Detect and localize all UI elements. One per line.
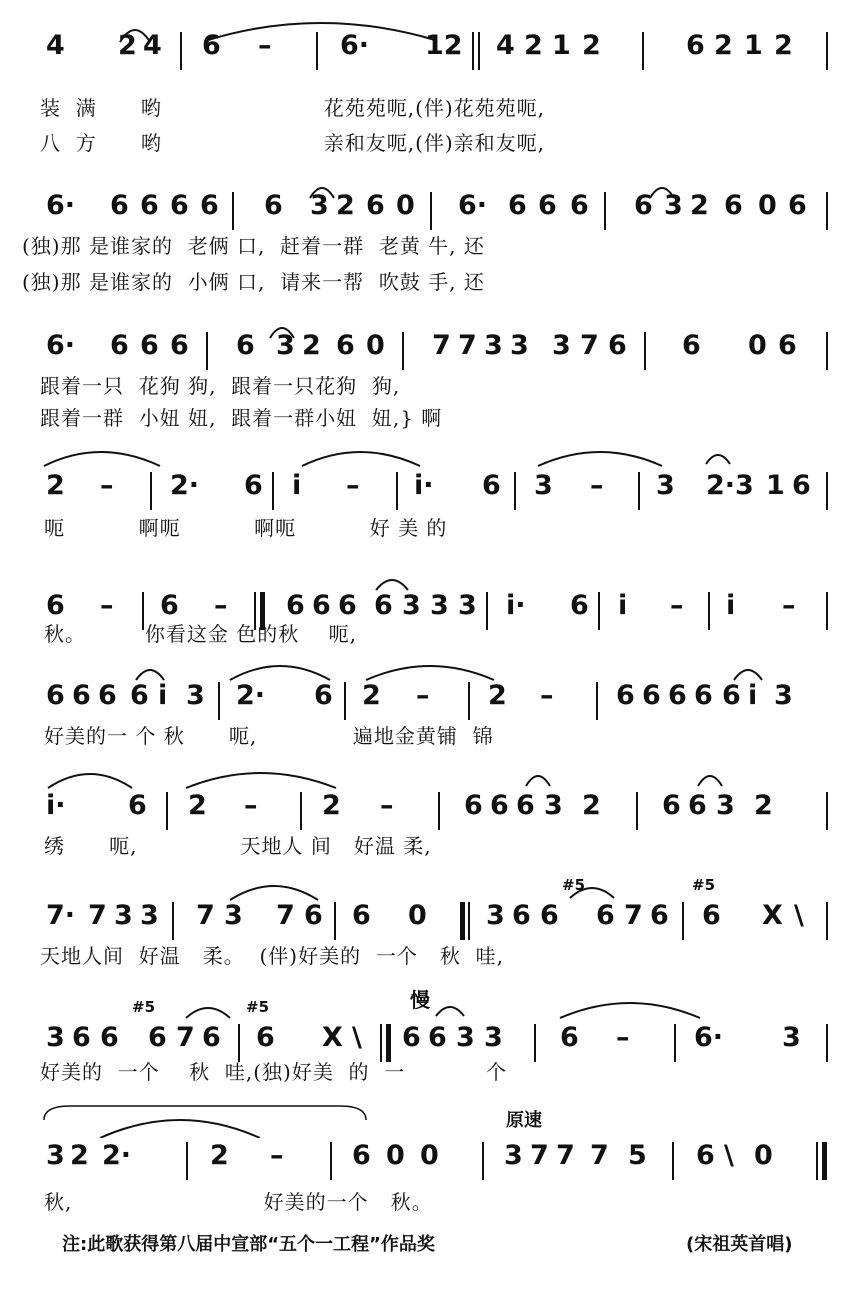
- lyric-line-1: 好美的一 个 秋 呃, 遍地金黄铺 锦: [44, 724, 494, 748]
- lyric-line-1: (独)那 是谁家的 老俩 口, 赶着一群 老黄 牛, 还: [22, 234, 485, 258]
- notation-line: 6 6 6 6 i 3 2· 6 2 – 2 – 6 6 6 6 6 i 3: [30, 676, 831, 720]
- grace-note-marker: #5: [692, 876, 716, 894]
- staff-system-10: [0, 1090, 851, 1220]
- lyric-line-1: 好美的 一个 秋 哇,(独)好美 的 一 个: [40, 1060, 508, 1084]
- staff-system-2: [0, 160, 851, 294]
- award-note: 注:此歌获得第八届中宣部“五个一工程”作品奖: [62, 1234, 435, 1255]
- lyric-line-1: 绣 呃, 天地人 间 好温 柔,: [44, 834, 432, 858]
- tempo-original-label: 原速: [506, 1110, 542, 1131]
- staff-system-1: [0, 0, 851, 155]
- lyric-line-1: 秋。 你看这金 色的秋 呃,: [44, 622, 358, 646]
- notation-line: 7· 7 3 3 7 3 7 6 6 0 3 6 6 6 7 6 6 X \: [30, 896, 831, 940]
- notation-line: 2 – 2· 6 i – i· 6 3 – 3 2·3 1 6: [30, 466, 831, 510]
- grace-note-marker: #5: [246, 998, 270, 1016]
- lyric-line-2: (独)那 是谁家的 小俩 口, 请来一帮 吹鼓 手, 还: [22, 270, 485, 294]
- lyric-line-2: 跟着一群 小妞 妞, 跟着一群小妞 妞,} 啊: [40, 406, 443, 430]
- grace-note-marker: #5: [562, 876, 586, 894]
- lyric-line-2: 八 方 哟 亲和友呃,(伴)亲和友呃,: [40, 131, 546, 155]
- slur: [40, 1098, 380, 1138]
- notation-line: 3 2 2· 2 – 6 0 0 3 7 7 7 5 6 \ 0: [30, 1136, 831, 1180]
- lyric-line-1: 秋, 好美的一个 秋。: [44, 1190, 433, 1214]
- notation-line: 6· 6 6 6 6 3 2 6 0 7 7 3 3 3 7 6 6 0 6: [30, 326, 831, 370]
- staff-system-4: [0, 440, 851, 570]
- lyric-line-1: 天地人间 好温 柔。 (伴)好美的 一个 秋 哇,: [40, 944, 504, 968]
- lyric-line-1: 跟着一只 花狗 狗, 跟着一只花狗 狗,: [40, 374, 401, 398]
- tempo-slow-label: 慢: [410, 988, 430, 1012]
- notation-line: 6· 6 6 6 6 6 3 2 6 0 6· 6 6 6 6 3 2 6 0 6: [30, 186, 831, 230]
- notation-line: 6 – 6 – 6 6 6 6 3 3 3 i· 6 i – i –: [30, 586, 831, 630]
- notation-line: 3 6 6 6 7 6 6 X \ 6 6 3 3 6 – 6· 3: [30, 1018, 831, 1062]
- staff-system-3: [0, 300, 851, 430]
- notation-line: 4 2 4 6 – 6· 12 4 2 1 2 6 2 1 2: [30, 26, 831, 70]
- lyric-line-1: 装 满 哟 花苑苑呃,(伴)花苑苑呃,: [40, 96, 546, 120]
- lyric-line-1: 呃 啊呃 啊呃 好 美 的: [44, 516, 448, 540]
- singer-credit: (宋祖英首唱): [686, 1234, 793, 1255]
- notation-line: i· 6 2 – 2 – 6 6 6 3 2 6 6 3 2: [30, 786, 831, 830]
- grace-note-marker: #5: [132, 998, 156, 1016]
